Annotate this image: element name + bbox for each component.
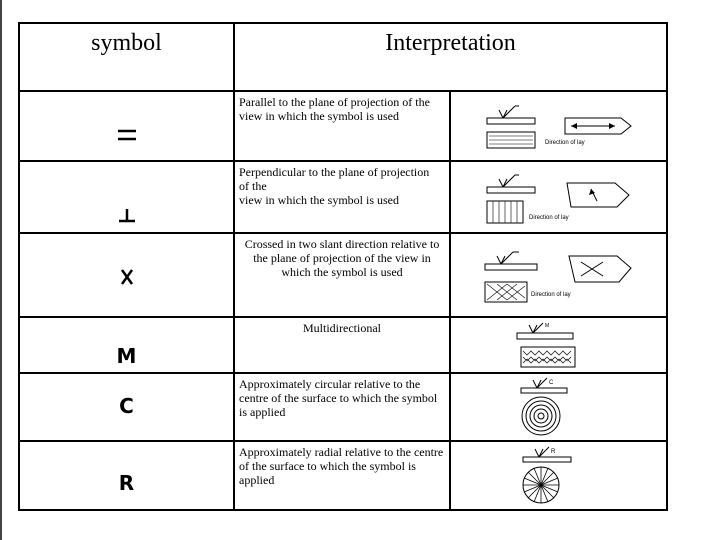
figure-cell <box>450 441 667 510</box>
interpretation-column-header: Interpretation <box>234 23 667 91</box>
parallel-lay-figure-icon <box>479 96 639 156</box>
symbol-cell <box>19 91 234 161</box>
perpendicular-lay-symbol-icon <box>118 204 136 228</box>
radial-lay-symbol-icon: R <box>118 471 135 495</box>
figure-cell <box>450 91 667 161</box>
radial-spoke <box>528 472 541 485</box>
symbol-cell <box>19 317 234 373</box>
multidirectional-lay-symbol-icon: M <box>116 344 137 368</box>
description-cell: Approximately circular relative to the centre of the surface to which the symbol is applied <box>234 373 450 441</box>
figure-cell <box>450 317 667 373</box>
description-cell: Crossed in two slant direction relative to the plane of projection of the view in which the symbol is used <box>234 233 450 317</box>
table-row <box>19 91 667 161</box>
page-left-border <box>0 0 2 540</box>
symbol-cell <box>19 233 234 317</box>
header-row <box>19 23 667 91</box>
figure-label: C <box>548 380 553 386</box>
symbol-cell <box>19 441 234 510</box>
circular-lay-figure-icon <box>499 376 619 438</box>
figure-label: R <box>550 448 555 455</box>
table-row <box>19 441 667 510</box>
description-line: Perpendicular to the plane of projection <box>239 165 430 179</box>
figure-cell <box>450 233 667 317</box>
circular-lay-symbol-icon: C <box>119 394 134 418</box>
radial-spoke <box>541 472 554 485</box>
figure-label: Direction of lay <box>530 292 571 298</box>
table-row <box>19 161 667 233</box>
perpendicular-lay-figure-icon <box>479 167 639 227</box>
symbol-column-header: symbol <box>19 23 234 91</box>
figure-label: Direction of lay <box>528 215 569 221</box>
radial-spoke <box>528 485 541 498</box>
figure-cell <box>450 161 667 233</box>
radial-spoke <box>541 485 554 498</box>
lay-symbols-table <box>18 22 668 511</box>
figure-label: Direction of lay <box>544 140 585 146</box>
crossed-lay-figure-icon <box>479 242 639 308</box>
table-row <box>19 373 667 441</box>
symbol-cell <box>19 373 234 441</box>
multidirectional-lay-figure-icon <box>499 319 619 371</box>
description-cell: Parallel to the plane of projection of the view in which the symbol is used <box>234 91 450 161</box>
description-cell: Multidirectional <box>234 317 450 373</box>
description-cell <box>234 161 450 233</box>
figure-cell <box>450 373 667 441</box>
table-row <box>19 233 667 317</box>
parallel-lay-symbol-icon <box>118 122 136 146</box>
description-line: of the <box>239 179 267 193</box>
figure-label: M <box>544 323 549 329</box>
symbol-cell <box>19 161 234 233</box>
table-row <box>19 317 667 373</box>
description-line: view in which the symbol is used <box>239 193 399 207</box>
radial-lay-figure-icon <box>499 445 619 507</box>
crossed-lay-symbol-icon <box>120 266 134 290</box>
description-cell: Approximately radial relative to the centre of the surface to which the symbol is applied <box>234 441 450 510</box>
